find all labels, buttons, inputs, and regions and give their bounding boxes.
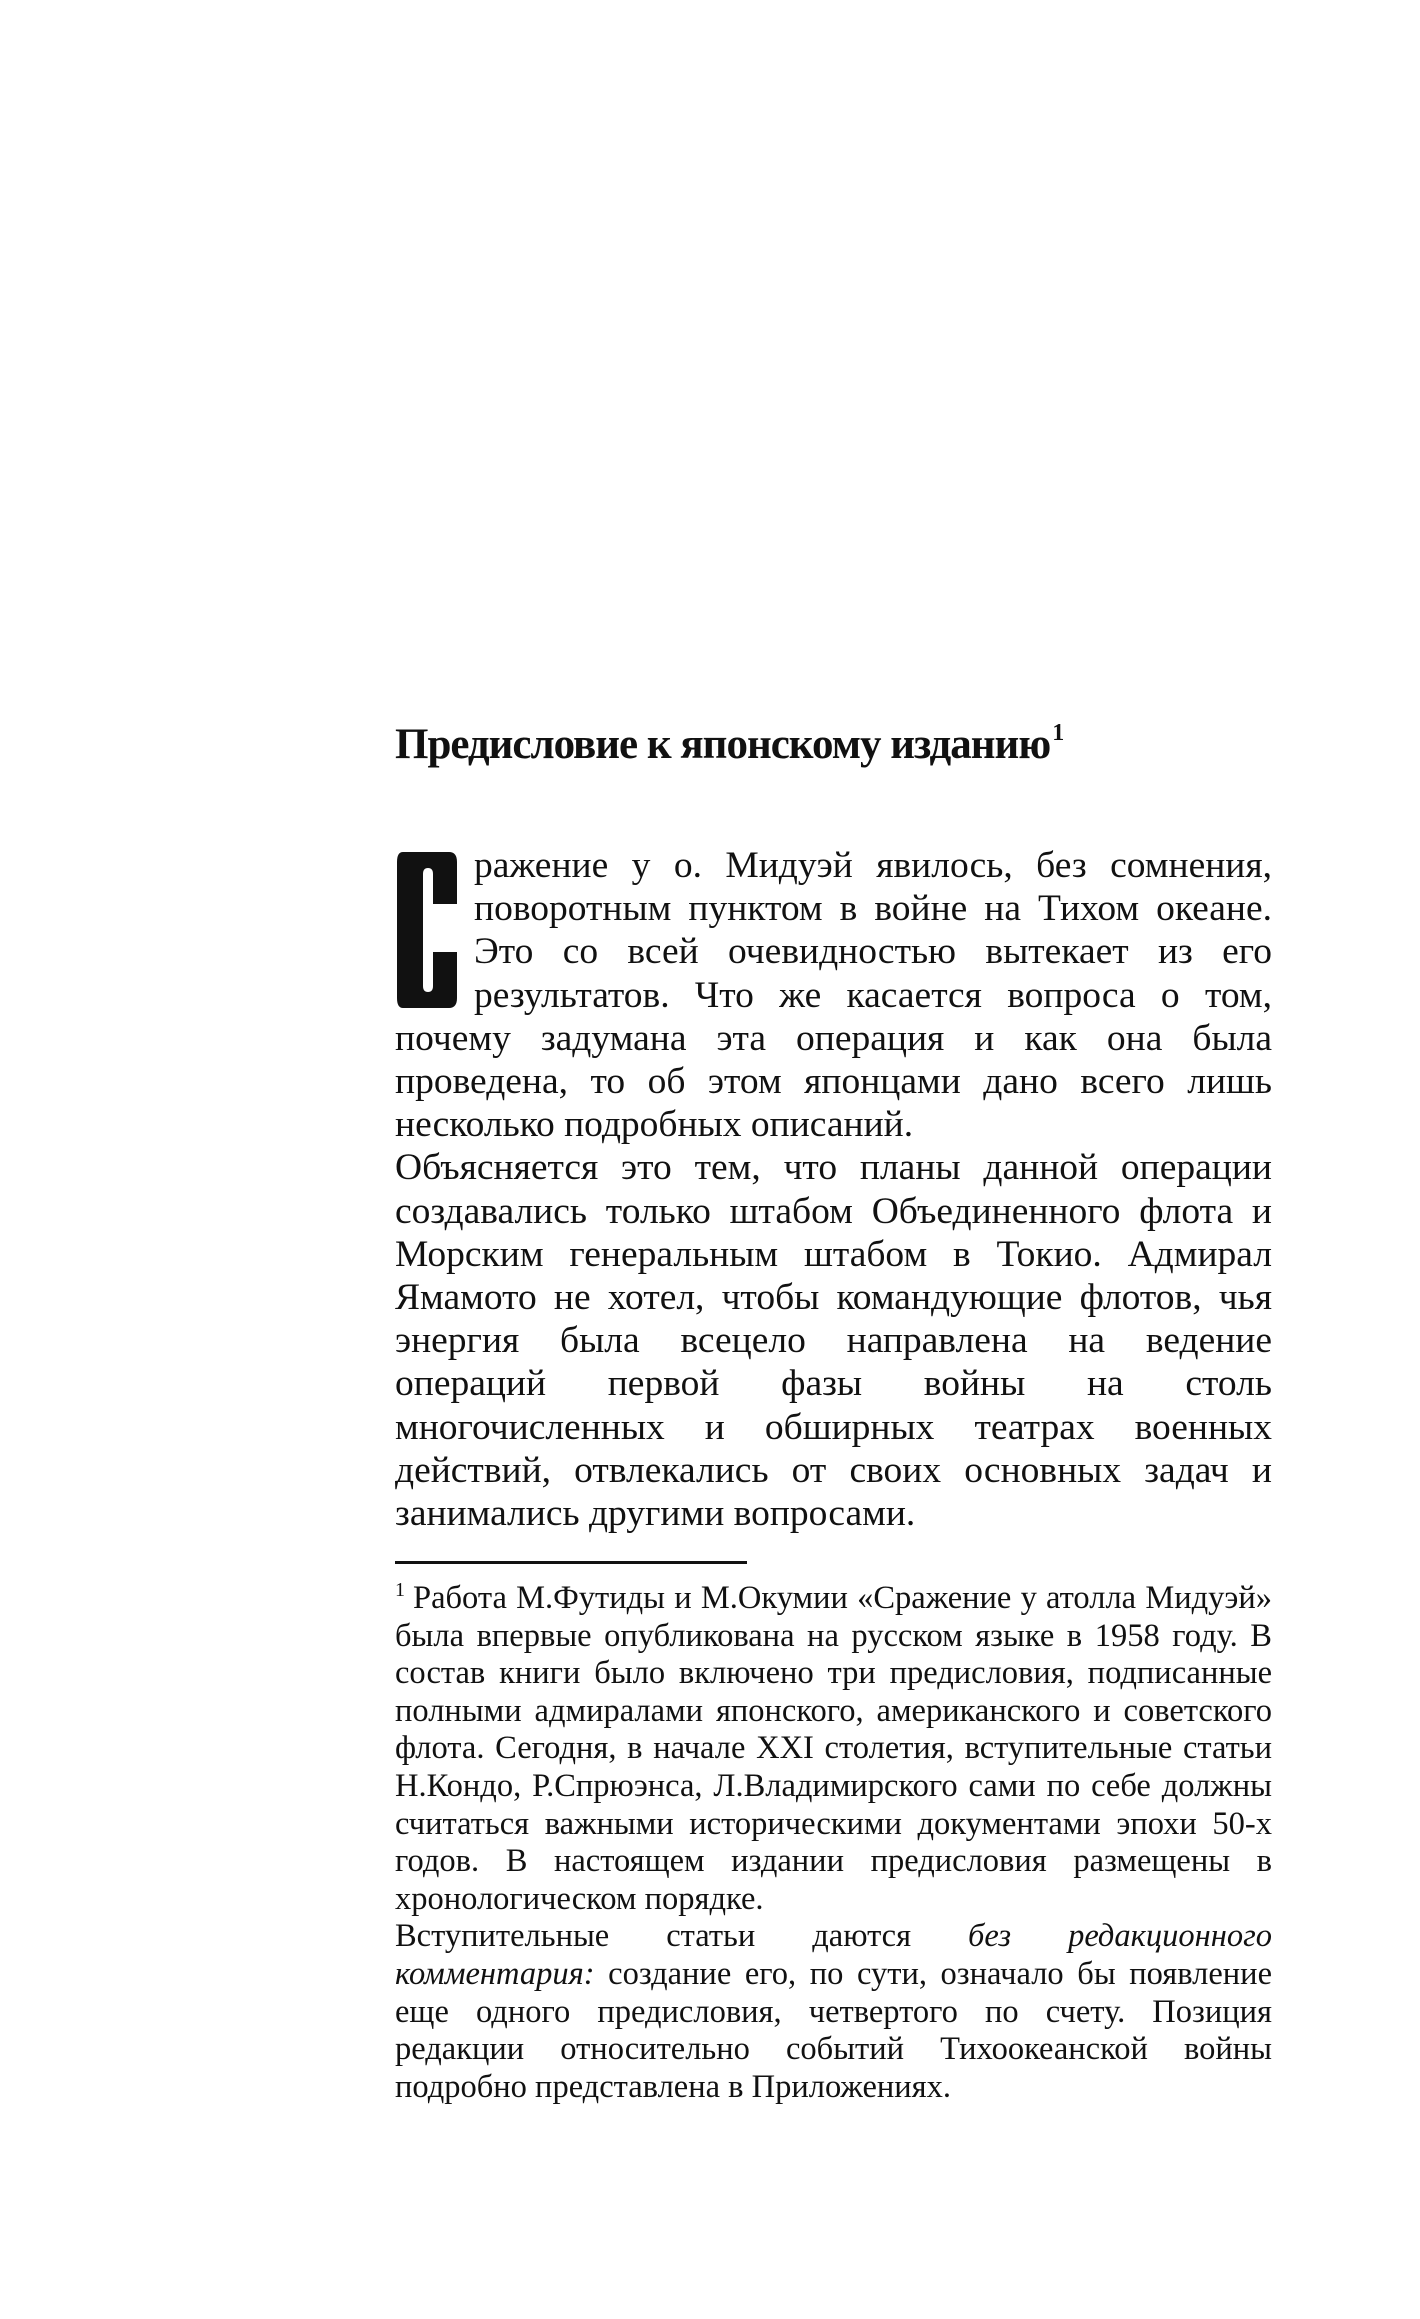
footnote-paragraph-1-text: Работа М.Футиды и М.Окумии «Сражение у атолла Мидуэй» была впервые опубликована на русском языке в 1958 году. В состав книги было включено три предисловия, подписанные полными адмиралами японского, американского и советского флота. Сегодня, в начале XXI столетия, вступительные статьи Н.Кондо, Р.Спрюэнса, Л.Владимирского сами по себе должны считаться важными историческими документами эпохи 50-х годов. В настоящем издании предисловия размещены в хронологическом порядке.	[395, 1580, 1272, 1917]
title-footnote-ref: 1	[1052, 720, 1064, 746]
footnote-paragraph-2	[395, 1918, 1272, 2106]
footnote-paragraph-2-end: создание его, по сути, означало бы появление еще одного предисловия, четвертого по счету. Позиция редакции относительно событий Тихоокеанской войны подробно представлена в Приложениях.	[395, 1955, 1272, 2105]
footnote-paragraph-1	[395, 1580, 1272, 1918]
paragraph-2: Объясняется это тем, что планы данной операции создавались только штабом Объединенного флота и Морским генеральным штабом в Токио. Адмирал Ямамото не хотел, чтобы командующие флотов, чья энергия была всецело направлена на ведение операций первой фазы войны на столь многочисленных и обширных театрах военных действий, отвлекались от своих основных задач и занимались другими вопросами.	[395, 1147, 1272, 1535]
footnote-italic-phrase: без редакционного комментария:	[395, 1918, 1272, 1992]
drop-cap	[395, 848, 461, 1012]
paragraph-1-text: ражение у о. Мидуэй явилось, без сомнения, поворотным пунктом в войне на Тихом океане. Это со всей очевидностью вытекает из его результатов. Что же касается вопроса о том, почему задумана эта операция и как она была проведена, то об этом японцами дано всего лишь несколько подробных описаний.	[395, 845, 1272, 1146]
footnote-divider	[395, 1561, 747, 1564]
footnote-paragraph-2-start: Вступительные статьи даются	[395, 1918, 969, 1955]
footnote	[395, 1580, 1272, 2106]
title-text: Предисловие к японскому изданию	[395, 721, 1051, 768]
page-title	[395, 715, 1295, 775]
drop-cap-letter	[395, 848, 461, 1012]
main-text	[395, 844, 1272, 1535]
paragraph-1	[395, 844, 1272, 1146]
footnote-marker: 1	[395, 1579, 405, 1601]
